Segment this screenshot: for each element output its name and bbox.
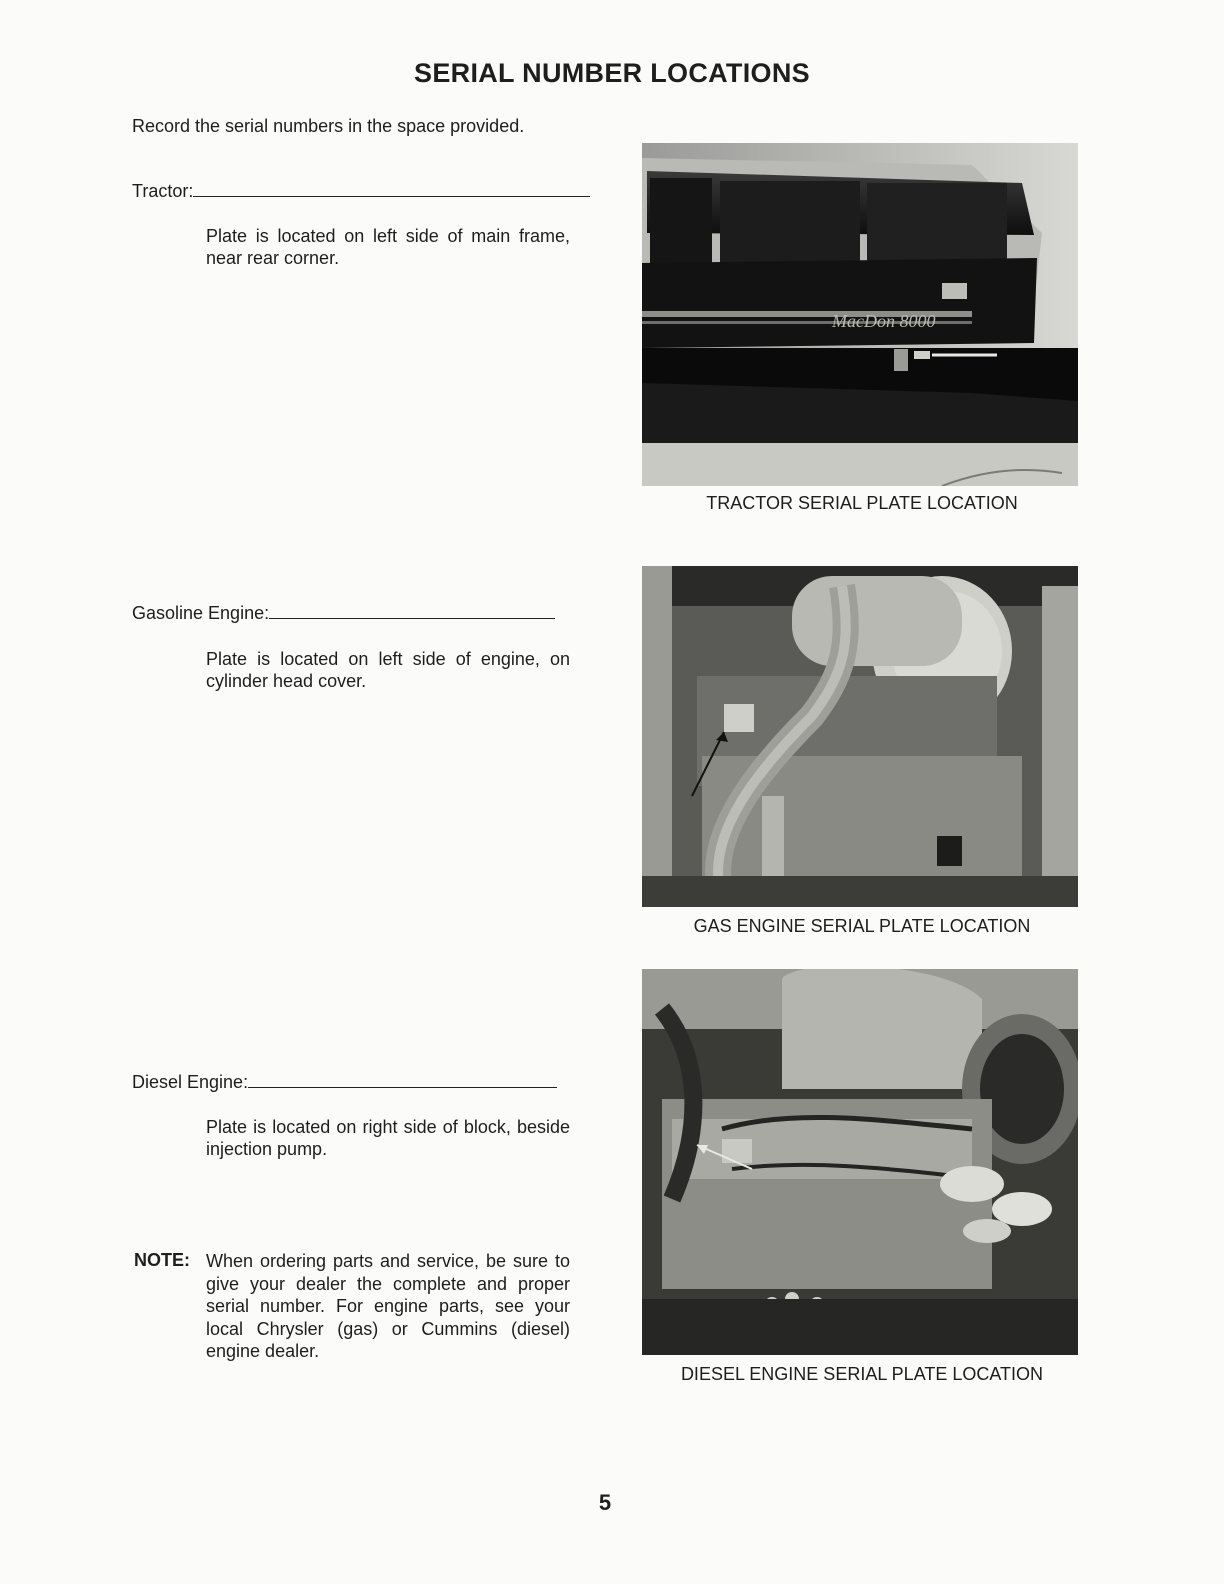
macdon-badge-text: MacDon 8000 <box>832 311 936 331</box>
diesel-engine-field-label: Diesel Engine: <box>132 1072 249 1092</box>
gas-engine-serial-plate-photo <box>642 566 1078 907</box>
diesel-engine-photo-caption: DIESEL ENGINE SERIAL PLATE LOCATION <box>680 1364 1044 1384</box>
intro-text: Record the serial numbers in the space provided. <box>132 116 525 136</box>
note-text: When ordering parts and service, be sure to give your dealer the complete and proper serial number. For engine parts, see your local Chrysler (gas) or Cummins (diesel) engine dealer. <box>206 1251 570 1361</box>
diesel-engine-serial-field <box>132 1072 557 1093</box>
gas-engine-serial-line[interactable] <box>269 617 555 619</box>
tractor-serial-field <box>132 181 590 202</box>
tractor-photo-caption: TRACTOR SERIAL PLATE LOCATION <box>706 493 1018 513</box>
diesel-serial-plate-marker <box>722 1139 752 1163</box>
note-label: NOTE: <box>134 1250 190 1270</box>
tractor-field-label: Tractor: <box>132 181 194 201</box>
diesel-engine-serial-line[interactable] <box>248 1086 557 1088</box>
gas-engine-plate-description: Plate is located on left side of engine, on cylinder head cover. <box>206 649 570 691</box>
tractor-serial-line[interactable] <box>193 195 590 197</box>
page-title: SERIAL NUMBER LOCATIONS <box>414 58 810 88</box>
gas-serial-plate-marker <box>724 704 754 732</box>
diesel-engine-plate-description: Plate is located on right side of block, beside injection pump. <box>206 1117 570 1159</box>
gas-engine-photo-caption: GAS ENGINE SERIAL PLATE LOCATION <box>693 916 1031 936</box>
serial-plate-marker <box>894 349 908 371</box>
page-number: 5 <box>598 1490 612 1515</box>
diesel-engine-serial-plate-photo <box>642 969 1078 1355</box>
tractor-plate-description: Plate is located on left side of main frame, near rear corner. <box>206 226 570 268</box>
gas-engine-serial-field <box>132 603 555 624</box>
gas-engine-field-label: Gasoline Engine: <box>132 603 270 623</box>
tractor-serial-plate-photo <box>642 143 1078 486</box>
